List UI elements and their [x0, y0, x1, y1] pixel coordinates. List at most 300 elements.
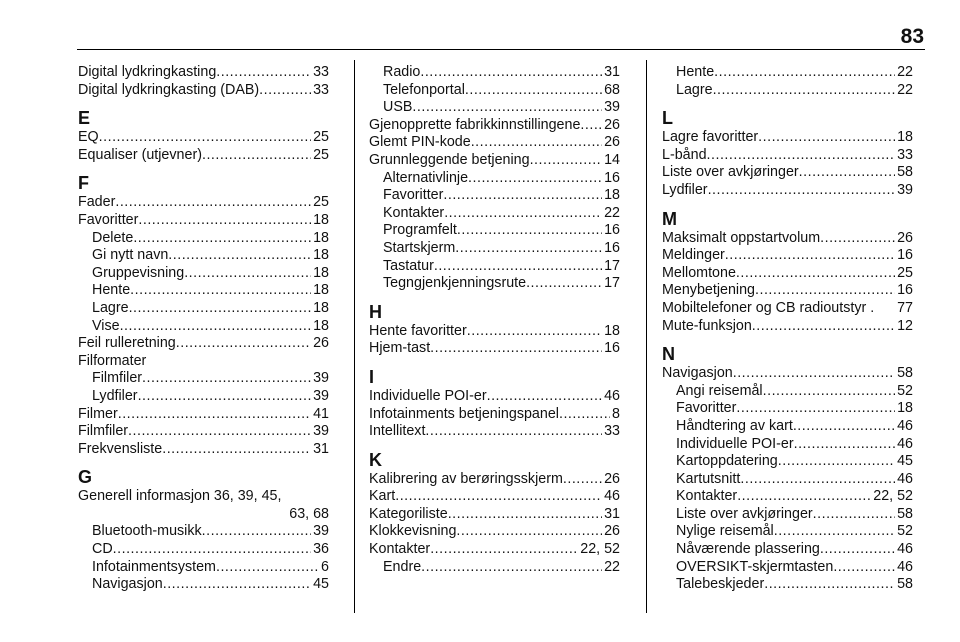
- index-page-reference: 41: [313, 405, 329, 422]
- index-entry-text: Kategoriliste: [369, 505, 448, 522]
- dot-leader: [420, 64, 602, 82]
- index-entry-text: Lagre favoritter: [662, 129, 759, 146]
- index-entry: [369, 152, 620, 170]
- dot-leader: [526, 275, 602, 293]
- index-page-reference: 77: [897, 299, 913, 316]
- index-entry: [78, 406, 329, 424]
- index-subentry: [369, 170, 620, 188]
- index-page-reference: 39: [313, 523, 329, 540]
- index-subentry: [369, 258, 620, 276]
- index-subentry: [369, 275, 620, 293]
- index-subentry: [78, 541, 329, 559]
- dot-leader: [813, 506, 895, 524]
- index-page-reference: 12: [897, 317, 913, 334]
- index-page-reference: 45: [313, 576, 329, 593]
- index-subentry: [662, 471, 913, 489]
- index-page-reference: 46: [897, 470, 913, 487]
- index-subentry: [78, 265, 329, 283]
- index-entry: [78, 441, 329, 459]
- index-entry: [369, 134, 620, 152]
- index-letter-heading: L: [662, 108, 673, 129]
- index-page-reference: 58: [897, 505, 913, 522]
- dot-leader: [115, 194, 311, 212]
- index-subentry: [662, 453, 913, 471]
- dot-leader: [580, 117, 602, 135]
- index-page-reference: 16: [604, 169, 620, 186]
- index-entry-text: Hente: [92, 282, 131, 299]
- column-divider: [354, 60, 355, 613]
- index-entry-text: Navigasjon: [92, 576, 163, 593]
- index-page-reference: 18: [313, 264, 329, 281]
- index-page-reference: 33: [604, 423, 620, 440]
- dot-leader: [118, 406, 311, 424]
- index-entry-text: Mobiltelefoner og CB radioutstyr .: [662, 299, 875, 316]
- dot-leader: [425, 423, 602, 441]
- dot-leader: [412, 99, 602, 117]
- index-entry-text: Filmfiler: [92, 370, 143, 387]
- index-subentry: [369, 205, 620, 223]
- dot-leader: [163, 576, 311, 594]
- index-letter-heading: G: [78, 467, 93, 488]
- index-subentry: [78, 370, 329, 388]
- dot-leader: [443, 187, 602, 205]
- index-page-reference: 39: [313, 370, 329, 387]
- index-subentry: [78, 576, 329, 594]
- dot-leader: [138, 212, 311, 230]
- dot-leader: [468, 170, 602, 188]
- dot-leader: [456, 523, 602, 541]
- index-entry: [369, 506, 620, 524]
- dot-leader: [421, 559, 602, 577]
- index-entry-text: Kontakter: [383, 204, 445, 221]
- index-page-reference: 58: [897, 576, 913, 593]
- index-page-reference: 6: [321, 558, 329, 575]
- index-entry-text: Gi nytt navn: [92, 247, 169, 264]
- index-entry-text: Lagre: [676, 81, 713, 98]
- index-page-reference: 18: [313, 299, 329, 316]
- column-divider: [646, 60, 647, 613]
- index-entry-heading: [78, 353, 329, 371]
- dot-leader: [455, 240, 602, 258]
- index-entry-text: Individuelle POI-er: [676, 435, 794, 452]
- index-column-3: [662, 64, 913, 594]
- dot-leader: [714, 64, 895, 82]
- index-page-reference: 25: [313, 129, 329, 146]
- dot-leader: [162, 441, 311, 459]
- index-column-2: [369, 64, 620, 576]
- index-entry-text: Kartoppdatering: [676, 453, 778, 470]
- dot-leader: [774, 523, 895, 541]
- dot-leader: [471, 134, 602, 152]
- dot-leader: [142, 370, 311, 388]
- index-entry-text: Favoritter: [383, 187, 444, 204]
- index-entry: [662, 230, 913, 248]
- index-entry-text: Intellitext: [369, 423, 426, 440]
- index-subentry: [662, 506, 913, 524]
- dot-leader: [128, 423, 311, 441]
- dot-leader: [133, 230, 311, 248]
- index-entry: [662, 147, 913, 165]
- index-page-reference: 17: [604, 257, 620, 274]
- index-page-reference: 16: [897, 247, 913, 264]
- index-page-reference: 16: [897, 282, 913, 299]
- index-page-reference: 17: [604, 275, 620, 292]
- index-entry-text: Kartutsnitt: [676, 470, 741, 487]
- index-entry: [369, 117, 620, 135]
- index-entry: [369, 523, 620, 541]
- index-page-reference: 26: [313, 335, 329, 352]
- index-entry-pages-continued: 63, 68: [289, 505, 329, 522]
- index-letter-heading: M: [662, 208, 677, 229]
- index-entry-text: Kart: [369, 488, 396, 505]
- index-entry: [78, 147, 329, 165]
- index-page-reference: 18: [604, 322, 620, 339]
- index-subentry: [78, 523, 329, 541]
- dot-leader: [130, 282, 311, 300]
- dot-leader: [793, 418, 895, 436]
- index-page-reference: 22: [604, 558, 620, 575]
- index-entry-text: Kontakter: [369, 541, 431, 558]
- index-subentry: [369, 222, 620, 240]
- dot-leader: [395, 488, 602, 506]
- index-subentry: [78, 559, 329, 577]
- index-entry-text: Digital lydkringkasting: [78, 64, 217, 80]
- index-letter-heading: H: [369, 301, 382, 322]
- index-entry-text: Maksimalt oppstartvolum: [662, 229, 821, 246]
- index-page-reference: 46: [897, 558, 913, 575]
- index-entry: [662, 182, 913, 200]
- index-entry: [369, 406, 620, 424]
- index-page-reference: 18: [897, 129, 913, 146]
- dot-leader: [202, 147, 311, 165]
- index-entry-text: Lagre: [92, 299, 129, 316]
- index-entry: [662, 164, 913, 182]
- dot-leader: [707, 147, 896, 165]
- index-entry-text: Telefonportal: [383, 81, 465, 98]
- index-page-reference: 58: [897, 164, 913, 181]
- index-entry-text: Håndtering av kart: [676, 417, 793, 434]
- index-page-reference: 33: [313, 81, 329, 98]
- index-entry-text: Meldinger: [662, 247, 725, 264]
- index-page-reference: 46: [604, 488, 620, 505]
- index-entry-text: Nylige reisemål: [676, 523, 774, 540]
- index-letter-heading: N: [662, 344, 675, 365]
- index-subentry: [662, 82, 913, 100]
- index-page-reference: 39: [313, 423, 329, 440]
- index-subentry: [662, 400, 913, 418]
- index-page-reference: 45: [897, 453, 913, 470]
- index-page-reference: 52: [897, 382, 913, 399]
- dot-leader: [794, 436, 895, 454]
- index-page-reference: 22: [897, 81, 913, 98]
- index-subentry: [78, 388, 329, 406]
- index-page-reference: 25: [897, 264, 913, 281]
- index-entry: [369, 423, 620, 441]
- index-subentry: [369, 64, 620, 82]
- index-entry-text: Infotainmentsystem: [92, 558, 216, 575]
- index-entry-text: Tastatur: [383, 257, 434, 274]
- dot-leader: [758, 129, 895, 147]
- index-page-reference: 33: [897, 146, 913, 163]
- index-entry-text: CD: [92, 541, 113, 558]
- dot-leader: [216, 64, 311, 82]
- index-page-reference: 18: [897, 400, 913, 417]
- index-page-reference: 18: [604, 187, 620, 204]
- index-entry-text: USB: [383, 99, 413, 116]
- page-number: 83: [900, 25, 924, 48]
- index-subentry: [662, 488, 913, 506]
- index-page-reference: 26: [604, 523, 620, 540]
- dot-leader: [736, 265, 895, 283]
- dot-leader: [737, 488, 871, 506]
- index-letter-heading: K: [369, 449, 382, 470]
- index-page-reference: 31: [604, 64, 620, 80]
- index-subentry: [662, 523, 913, 541]
- index-subentry: [369, 240, 620, 258]
- dot-leader: [530, 152, 603, 170]
- index-page-reference: 18: [313, 247, 329, 264]
- index-entry-text: Menybetjening: [662, 282, 755, 299]
- index-entry-text: Bluetooth-musikk: [92, 523, 202, 540]
- dot-leader: [764, 576, 895, 594]
- index-entry-text: Lydfiler: [92, 387, 138, 404]
- index-entry-text: Nåværende plassering: [676, 541, 820, 558]
- index-page-reference: 31: [604, 505, 620, 522]
- index-page-reference: 16: [604, 222, 620, 239]
- dot-leader: [113, 541, 311, 559]
- index-page-reference: 16: [604, 239, 620, 256]
- dot-leader: [259, 82, 311, 100]
- dot-leader: [725, 247, 895, 265]
- index-subentry: [662, 383, 913, 401]
- index-entry-text: Frekvensliste: [78, 440, 163, 457]
- dot-leader: [465, 82, 602, 100]
- dot-leader: [444, 205, 602, 223]
- index-entry: [369, 488, 620, 506]
- dot-leader: [434, 258, 602, 276]
- index-entry-text: Filmer: [78, 405, 118, 422]
- index-entry-text: L-bånd: [662, 146, 707, 163]
- index-letter-heading: F: [78, 173, 89, 194]
- index-entry: [662, 365, 913, 383]
- index-page-reference: 58: [897, 365, 913, 382]
- index-entry-text: Equaliser (utjevner): [78, 146, 202, 163]
- index-page-reference: 16: [604, 340, 620, 357]
- dot-leader: [733, 365, 895, 383]
- dot-leader: [763, 383, 895, 401]
- index-entry-text: Lydfiler: [662, 181, 708, 198]
- index-page-reference: 25: [313, 194, 329, 211]
- dot-leader: [559, 406, 610, 424]
- index-entry: [662, 265, 913, 283]
- index-page-reference: 68: [604, 81, 620, 98]
- index-entry-text: Liste over avkjøringer: [676, 505, 813, 522]
- index-entry-text: Programfelt: [383, 222, 457, 239]
- index-entry-text: Individuelle POI-er: [369, 387, 487, 404]
- index-subentry: [369, 82, 620, 100]
- index-entry: [78, 194, 329, 212]
- index-entry-text: Angi reisemål: [676, 382, 763, 399]
- index-subentry: [78, 230, 329, 248]
- index-page-reference: 18: [313, 282, 329, 299]
- index-entry-text: Favoritter: [78, 211, 139, 228]
- index-page-reference: 18: [313, 211, 329, 228]
- index-entry-text: Liste over avkjøringer: [662, 164, 799, 181]
- index-entry-text: Mellomtone: [662, 264, 736, 281]
- dot-leader: [752, 318, 895, 336]
- dot-leader: [467, 323, 602, 341]
- index-page-reference: 39: [897, 181, 913, 198]
- index-subentry: [662, 559, 913, 577]
- index-entry-text: Kalibrering av berøringsskjerm: [369, 470, 563, 487]
- index-page-reference: 39: [604, 99, 620, 116]
- dot-leader: [833, 559, 895, 577]
- index-entry: [369, 541, 620, 559]
- index-entry-text: Hjem-tast: [369, 340, 431, 357]
- index-entry-text: Hente: [676, 64, 715, 80]
- index-entry-text: OVERSIKT-skjermtasten: [676, 558, 834, 575]
- index-subentry: [662, 541, 913, 559]
- dot-leader: [202, 523, 311, 541]
- dot-leader: [176, 335, 311, 353]
- dot-leader: [755, 282, 895, 300]
- index-entry-text: Digital lydkringkasting (DAB): [78, 81, 260, 98]
- index-page-reference: 26: [604, 470, 620, 487]
- index-page-reference: 14: [604, 151, 620, 168]
- index-page-reference: 36: [313, 541, 329, 558]
- dot-leader: [708, 182, 896, 200]
- index-entry: [78, 129, 329, 147]
- dot-leader: [778, 453, 895, 471]
- index-entry: [662, 129, 913, 147]
- index-entry-text: Klokkevisning: [369, 523, 457, 540]
- dot-leader: [713, 82, 896, 100]
- index-subentry: [369, 99, 620, 117]
- dot-leader: [138, 388, 312, 406]
- index-page-reference: 46: [604, 387, 620, 404]
- index-entry: [369, 323, 620, 341]
- index-entry: [369, 340, 620, 358]
- index-entry-text: Delete: [92, 229, 134, 246]
- index-subentry: [369, 187, 620, 205]
- index-entry-heading: [78, 488, 329, 506]
- index-page-reference: 26: [897, 229, 913, 246]
- index-entry-text: Mute-funksjon: [662, 317, 752, 334]
- dot-leader: [799, 164, 895, 182]
- index-page-reference: 25: [313, 146, 329, 163]
- index-subentry: [662, 64, 913, 82]
- index-entry-text: Filformater: [78, 352, 147, 369]
- index-entry-text: Infotainments betjeningspanel: [369, 405, 559, 422]
- index-entry-text: Radio: [383, 64, 421, 80]
- index-page-reference: 46: [897, 417, 913, 434]
- dot-leader: [448, 506, 602, 524]
- header-rule: [77, 49, 925, 50]
- index-page-reference: 26: [604, 134, 620, 151]
- index-page-reference: 26: [604, 116, 620, 133]
- index-entry-text: Tegngjenkjenningsrute: [383, 275, 527, 292]
- index-entry-text: EQ: [78, 129, 99, 146]
- index-subentry: [78, 247, 329, 265]
- dot-leader: [430, 541, 578, 559]
- index-entry-text: Grunnleggende betjening: [369, 151, 530, 168]
- dot-leader: [740, 471, 895, 489]
- index-entry-text: Endre: [383, 558, 422, 575]
- index-page-reference: 18: [313, 229, 329, 246]
- index-page-reference: 52: [897, 523, 913, 540]
- dot-leader: [457, 222, 602, 240]
- dot-leader: [563, 471, 602, 489]
- dot-leader: [120, 318, 312, 336]
- index-subentry: [78, 282, 329, 300]
- index-subentry: [78, 318, 329, 336]
- index-entry-text: Kontakter: [676, 488, 738, 505]
- dot-leader: [129, 300, 312, 318]
- dot-leader: [216, 559, 319, 577]
- index-entry: [78, 212, 329, 230]
- index-entry: [662, 282, 913, 300]
- index-entry-text: Alternativlinje: [383, 169, 469, 186]
- index-entry-text: Navigasjon: [662, 365, 733, 382]
- index-entry: [78, 82, 329, 100]
- index-page-reference: 22: [897, 64, 913, 80]
- index-entry: [369, 388, 620, 406]
- index-page-reference: 22, 52: [873, 488, 913, 505]
- index-entry-text: Hente favoritter: [369, 322, 467, 339]
- index-subentry: [369, 559, 620, 577]
- index-entry: [662, 300, 913, 318]
- index-entry-text: Gjenopprette fabrikkinnstillingene: [369, 116, 581, 133]
- index-page-reference: 18: [313, 317, 329, 334]
- index-column-1: [78, 64, 329, 594]
- index-entry: [369, 471, 620, 489]
- dot-leader: [820, 230, 895, 248]
- index-page-reference: 33: [313, 64, 329, 80]
- index-entry: [78, 335, 329, 353]
- index-subentry: [78, 300, 329, 318]
- index-page-reference: 8: [612, 405, 620, 422]
- index-entry: [662, 318, 913, 336]
- index-letter-heading: E: [78, 108, 91, 129]
- index-page-reference: 31: [313, 440, 329, 457]
- index-page-reference: 46: [897, 541, 913, 558]
- index-page-reference: 22, 52: [580, 541, 620, 558]
- index-entry-text: Gruppevisning: [92, 264, 185, 281]
- index-entry-text: Startskjerm: [383, 239, 456, 256]
- index-page-reference: 46: [897, 435, 913, 452]
- dot-leader: [184, 265, 311, 283]
- dot-leader: [168, 247, 311, 265]
- index-entry: [78, 64, 329, 82]
- dot-leader: [820, 541, 895, 559]
- index-subentry: [662, 576, 913, 594]
- dot-leader: [736, 400, 895, 418]
- index-entry-text: Feil rulleretning: [78, 335, 176, 352]
- index-entry-text: Generell informasjon 36, 39, 45,: [78, 488, 282, 505]
- index-entry-text: Vise: [92, 317, 120, 334]
- dot-leader: [99, 129, 311, 147]
- index-entry-text: Talebeskjeder: [676, 576, 765, 593]
- index-entry: [662, 247, 913, 265]
- index-entry-text: Fader: [78, 194, 116, 211]
- dot-leader: [487, 388, 602, 406]
- index-entry-text: Filmfiler: [78, 423, 129, 440]
- index-entry-text: Favoritter: [676, 400, 737, 417]
- index-subentry: [662, 418, 913, 436]
- index-entry-text: Glemt PIN-kode: [369, 134, 471, 151]
- index-letter-heading: I: [369, 366, 375, 387]
- index-entry: [78, 423, 329, 441]
